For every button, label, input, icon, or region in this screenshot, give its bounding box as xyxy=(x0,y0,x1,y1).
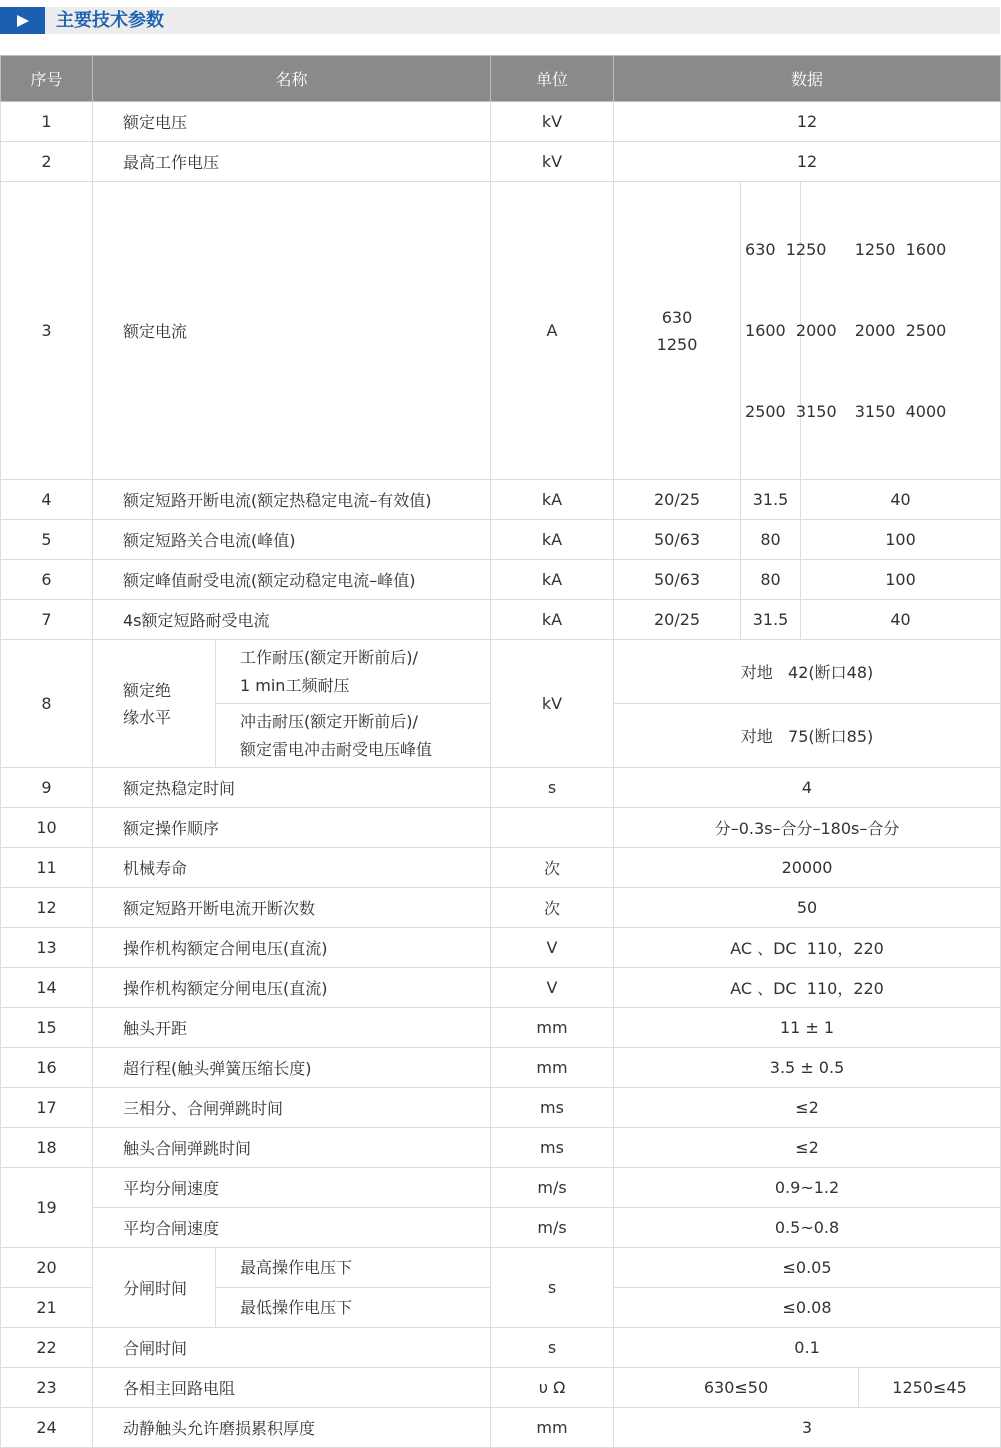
row-value: 0.5~0.8 xyxy=(614,1208,1001,1248)
row-no: 22 xyxy=(1,1328,93,1368)
row-no: 6 xyxy=(1,560,93,600)
row-value: 12 xyxy=(614,142,1001,182)
row-value-col2: 80 xyxy=(741,560,801,600)
row-no: 24 xyxy=(1,1408,93,1448)
row-value-col1: 50/63 xyxy=(614,520,741,560)
row-no: 7 xyxy=(1,600,93,640)
row-name: 超行程(触头弹簧压缩长度) xyxy=(93,1048,491,1088)
row-unit: υ Ω xyxy=(491,1368,614,1408)
table-row xyxy=(1,1248,1001,1288)
row-no: 15 xyxy=(1,1008,93,1048)
row-value: 3.5 ± 0.5 xyxy=(614,1048,1001,1088)
row-name: 操作机构额定分闸电压(直流) xyxy=(93,968,491,1008)
subname-line: 工作耐压(额定开断前后)/ xyxy=(240,647,418,667)
row-unit: s xyxy=(491,1328,614,1368)
row-value-col2: 31.5 xyxy=(741,600,801,640)
name-line: 缘水平 xyxy=(123,707,172,727)
row-unit: kA xyxy=(491,600,614,640)
row-name: 额定短路开断电流(额定热稳定电流–有效值) xyxy=(93,480,491,520)
row-unit: V xyxy=(491,968,614,1008)
section-title: 主要技术参数 xyxy=(56,10,164,31)
table-row xyxy=(1,1008,1001,1048)
row-unit: s xyxy=(491,768,614,808)
table-row xyxy=(1,1408,1001,1448)
table-row xyxy=(1,768,1001,808)
row-name: 平均合闸速度 xyxy=(93,1208,491,1248)
row-unit: m/s xyxy=(491,1208,614,1248)
row-value: AC 、DC 110，220 xyxy=(614,968,1001,1008)
col-header-no: 序号 xyxy=(1,56,93,102)
subname-line: 冲击耐压(额定开断前后)/ xyxy=(240,711,418,731)
value-line: 1250 xyxy=(656,334,698,354)
row-unit: ms xyxy=(491,1088,614,1128)
table-row xyxy=(1,142,1001,182)
value-line: 2000 2500 xyxy=(854,321,947,340)
table-row xyxy=(1,968,1001,1008)
row-no: 21 xyxy=(1,1288,93,1328)
row-value: 对地 75(断口85) xyxy=(614,704,1001,768)
row-value-col1: 630≤50 xyxy=(614,1368,859,1408)
row-name: 额定短路开断电流开断次数 xyxy=(93,888,491,928)
value-line: 1250 1600 xyxy=(854,240,947,259)
table-row xyxy=(1,1368,1001,1408)
table-row xyxy=(1,520,1001,560)
table-row xyxy=(1,848,1001,888)
row-name: 动静触头允许磨损累积厚度 xyxy=(93,1408,491,1448)
row-subname: 最高操作电压下 xyxy=(216,1248,491,1288)
row-no: 8 xyxy=(1,640,93,768)
table-row xyxy=(1,888,1001,928)
row-name: 4s额定短路耐受电流 xyxy=(93,600,491,640)
table-row xyxy=(1,1168,1001,1208)
row-name: 额定热稳定时间 xyxy=(93,768,491,808)
row-value: 0.1 xyxy=(614,1328,1001,1368)
row-value: 20000 xyxy=(614,848,1001,888)
row-value-col1: 20/25 xyxy=(614,480,741,520)
row-value: AC 、DC 110，220 xyxy=(614,928,1001,968)
row-value: 11 ± 1 xyxy=(614,1008,1001,1048)
row-name: 合闸时间 xyxy=(93,1328,491,1368)
row-value-col2: 31.5 xyxy=(741,480,801,520)
row-unit: kA xyxy=(491,520,614,560)
row-name xyxy=(93,640,216,768)
row-name: 各相主回路电阻 xyxy=(93,1368,491,1408)
row-no: 10 xyxy=(1,808,93,848)
section-header xyxy=(0,7,1000,34)
row-name: 额定操作顺序 xyxy=(93,808,491,848)
table-row xyxy=(1,1208,1001,1248)
row-value: ≤0.05 xyxy=(614,1248,1001,1288)
table-row xyxy=(1,928,1001,968)
table-row xyxy=(1,1128,1001,1168)
row-name: 最高工作电压 xyxy=(93,142,491,182)
row-value: 3 xyxy=(614,1408,1001,1448)
row-name: 三相分、合闸弹跳时间 xyxy=(93,1088,491,1128)
row-value: 分–0.3s–合分–180s–合分 xyxy=(614,808,1001,848)
row-name: 额定电压 xyxy=(93,102,491,142)
row-value-col3: 100 xyxy=(801,560,1001,600)
row-name: 触头开距 xyxy=(93,1008,491,1048)
row-value-col1: 20/25 xyxy=(614,600,741,640)
row-value: 50 xyxy=(614,888,1001,928)
row-value-col2: 1250≤45 xyxy=(859,1368,1001,1408)
row-no: 4 xyxy=(1,480,93,520)
table-row xyxy=(1,1048,1001,1088)
row-unit: mm xyxy=(491,1048,614,1088)
row-subname xyxy=(216,704,491,768)
table-row xyxy=(1,640,1001,704)
row-unit xyxy=(491,808,614,848)
row-name: 额定电流 xyxy=(93,182,491,480)
row-name: 操作机构额定合闸电压(直流) xyxy=(93,928,491,968)
play-arrow-icon xyxy=(17,15,29,27)
row-unit: kV xyxy=(491,142,614,182)
col-header-data: 数据 xyxy=(614,56,1001,102)
row-no: 16 xyxy=(1,1048,93,1088)
row-value-col2 xyxy=(741,182,837,480)
spec-table xyxy=(0,55,1001,1448)
value-line: 1600 2000 xyxy=(745,321,837,340)
table-row xyxy=(1,1328,1001,1368)
row-no: 19 xyxy=(1,1168,93,1248)
subname-line: 额定雷电冲击耐受电压峰值 xyxy=(240,739,433,759)
row-no: 13 xyxy=(1,928,93,968)
row-unit: kV xyxy=(491,102,614,142)
row-unit: kA xyxy=(491,480,614,520)
row-no: 5 xyxy=(1,520,93,560)
row-unit: A xyxy=(491,182,614,480)
row-value-col2: 80 xyxy=(741,520,801,560)
row-value: 12 xyxy=(614,102,1001,142)
value-line: 3150 4000 xyxy=(854,402,947,421)
table-row xyxy=(1,480,1001,520)
table-row xyxy=(1,808,1001,848)
row-no: 17 xyxy=(1,1088,93,1128)
table-row xyxy=(1,560,1001,600)
row-name: 触头合闸弹跳时间 xyxy=(93,1128,491,1168)
row-value-col3: 40 xyxy=(801,600,1001,640)
value-line: 2500 3150 xyxy=(745,402,837,421)
row-value-col1: 50/63 xyxy=(614,560,741,600)
row-unit: kV xyxy=(491,640,614,768)
row-unit: kA xyxy=(491,560,614,600)
value-line: 630 xyxy=(661,307,693,327)
table-row xyxy=(1,182,1001,480)
row-subname: 最低操作电压下 xyxy=(216,1288,491,1328)
row-no: 18 xyxy=(1,1128,93,1168)
row-no: 2 xyxy=(1,142,93,182)
row-no: 11 xyxy=(1,848,93,888)
row-no: 14 xyxy=(1,968,93,1008)
row-no: 12 xyxy=(1,888,93,928)
row-unit: mm xyxy=(491,1408,614,1448)
value-line: 630 1250 xyxy=(745,240,827,259)
row-value-col1 xyxy=(614,182,741,480)
subname-line: 1 min工频耐压 xyxy=(240,675,350,695)
row-name: 平均分闸速度 xyxy=(93,1168,491,1208)
row-no: 3 xyxy=(1,182,93,480)
row-unit: V xyxy=(491,928,614,968)
row-unit: m/s xyxy=(491,1168,614,1208)
table-row xyxy=(1,102,1001,142)
row-name: 额定短路关合电流(峰值) xyxy=(93,520,491,560)
row-unit: 次 xyxy=(491,848,614,888)
col-header-unit: 单位 xyxy=(491,56,614,102)
row-unit: s xyxy=(491,1248,614,1328)
row-value: ≤2 xyxy=(614,1128,1001,1168)
row-no: 23 xyxy=(1,1368,93,1408)
col-header-name: 名称 xyxy=(93,56,491,102)
row-unit: ms xyxy=(491,1128,614,1168)
row-value-col3: 100 xyxy=(801,520,1001,560)
row-name: 分闸时间 xyxy=(93,1248,216,1328)
row-value-col3: 40 xyxy=(801,480,1001,520)
row-value: 0.9~1.2 xyxy=(614,1168,1001,1208)
row-value: ≤2 xyxy=(614,1088,1001,1128)
row-subname xyxy=(216,640,491,704)
table-header-row xyxy=(1,56,1001,102)
row-value: 4 xyxy=(614,768,1001,808)
row-name: 机械寿命 xyxy=(93,848,491,888)
table-row xyxy=(1,1088,1001,1128)
row-value: ≤0.08 xyxy=(614,1288,1001,1328)
table-row xyxy=(1,600,1001,640)
row-no: 1 xyxy=(1,102,93,142)
row-name: 额定峰值耐受电流(额定动稳定电流–峰值) xyxy=(93,560,491,600)
row-unit: mm xyxy=(491,1008,614,1048)
name-line: 额定绝 xyxy=(123,680,172,700)
row-no: 20 xyxy=(1,1248,93,1288)
row-value: 对地 42(断口48) xyxy=(614,640,1001,704)
header-tab xyxy=(0,7,45,34)
row-no: 9 xyxy=(1,768,93,808)
row-unit: 次 xyxy=(491,888,614,928)
